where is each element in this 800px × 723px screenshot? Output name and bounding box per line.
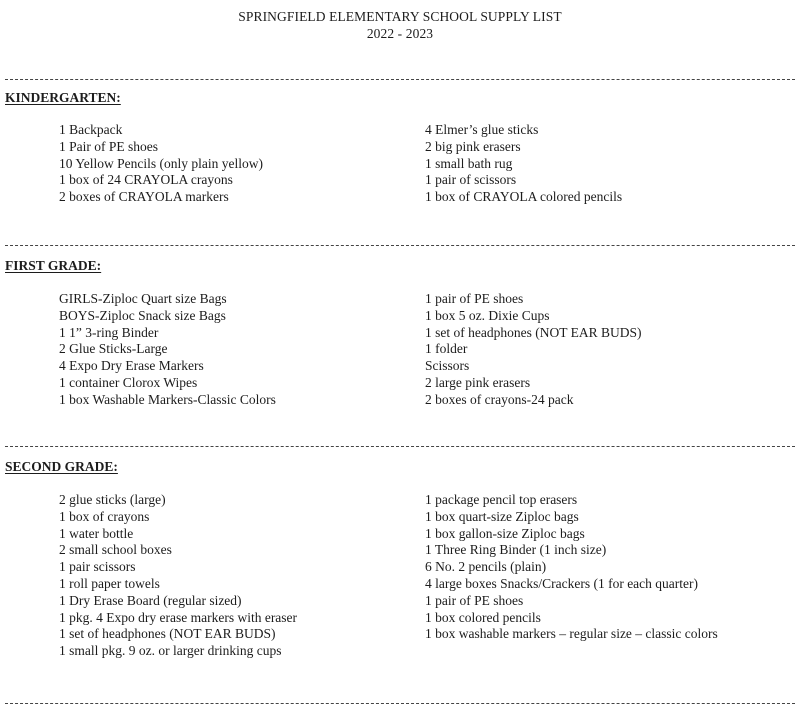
list-item: 1 container Clorox Wipes — [59, 374, 198, 390]
list-item: 1 set of headphones (NOT EAR BUDS) — [59, 626, 276, 642]
document-title: SPRINGFIELD ELEMENTARY SCHOOL SUPPLY LIST — [238, 9, 562, 24]
list-item: 1 box colored pencils — [425, 609, 541, 625]
first-grade-list-left — [59, 291, 276, 409]
list-item: 2 boxes of CRAYOLA markers — [59, 189, 229, 205]
list-item: 1 box of 24 CRAYOLA crayons — [59, 172, 233, 188]
list-item: 1 Dry Erase Board (regular sized) — [59, 592, 242, 608]
list-item: 2 big pink erasers — [425, 138, 521, 154]
list-item: 1 box gallon-size Ziploc bags — [425, 525, 585, 541]
list-item: 1 water bottle — [59, 525, 134, 541]
first-grade-list-right — [425, 291, 641, 409]
list-item: 4 large boxes Snacks/Crackers (1 for each quarter) — [425, 575, 699, 591]
section-divider — [5, 703, 795, 704]
list-item: 4 Elmer’s glue sticks — [425, 122, 539, 137]
section-heading-kindergarten: KINDERGARTEN: — [5, 90, 121, 105]
second-grade-list-left — [59, 492, 297, 660]
document-title-block — [0, 8, 800, 42]
list-item: 1 pair of PE shoes — [425, 291, 524, 306]
list-item: 2 glue sticks (large) — [59, 492, 166, 507]
list-item: 2 Glue Sticks-Large — [59, 341, 168, 357]
list-item: 10 Yellow Pencils (only plain yellow) — [59, 155, 263, 171]
list-item: Scissors — [425, 358, 470, 374]
section-heading-second-grade: SECOND GRADE: — [5, 459, 118, 474]
section-divider — [5, 79, 795, 80]
list-item: 2 boxes of crayons-24 pack — [425, 391, 574, 407]
list-item: 1 pkg. 4 Expo dry erase markers with eraser — [59, 609, 298, 625]
list-item: 1 box of crayons — [59, 508, 150, 524]
section-divider — [5, 446, 795, 447]
section-divider — [5, 245, 795, 246]
list-item: 1 box of CRAYOLA colored pencils — [425, 189, 623, 205]
list-item: 1 small pkg. 9 oz. or larger drinking cups — [59, 643, 282, 659]
list-item: 6 No. 2 pencils (plain) — [425, 559, 547, 575]
list-item: 1 roll paper towels — [59, 575, 160, 591]
list-item: 1 pair scissors — [59, 559, 136, 575]
list-item: 1 set of headphones (NOT EAR BUDS) — [425, 324, 642, 340]
list-item: 1 package pencil top erasers — [425, 492, 578, 507]
list-item: GIRLS-Ziploc Quart size Bags — [59, 291, 227, 306]
list-item: 1 box 5 oz. Dixie Cups — [425, 307, 550, 323]
list-item: 4 Expo Dry Erase Markers — [59, 358, 204, 374]
list-item: BOYS-Ziploc Snack size Bags — [59, 307, 226, 323]
list-item: 1 folder — [425, 341, 468, 357]
kindergarten-list-right — [425, 122, 622, 206]
section-heading-first-grade: FIRST GRADE: — [5, 258, 102, 273]
school-year: 2022 - 2023 — [366, 26, 434, 41]
list-item: 1 box quart-size Ziploc bags — [425, 508, 579, 524]
second-grade-list-right — [425, 492, 718, 643]
list-item: 1 1” 3-ring Binder — [59, 324, 159, 340]
list-item: 1 box Washable Markers-Classic Colors — [59, 391, 276, 407]
list-item: 1 Backpack — [59, 122, 123, 137]
list-item: 1 pair of scissors — [425, 172, 517, 188]
list-item: 1 Pair of PE shoes — [59, 138, 158, 154]
list-item: 1 box washable markers – regular size – classic colors — [425, 626, 718, 642]
list-item: 1 small bath rug — [425, 155, 513, 171]
list-item: 1 Three Ring Binder (1 inch size) — [425, 542, 607, 558]
list-item: 2 small school boxes — [59, 542, 172, 558]
kindergarten-list-left — [59, 122, 263, 206]
list-item: 2 large pink erasers — [425, 374, 531, 390]
list-item: 1 pair of PE shoes — [425, 592, 524, 608]
